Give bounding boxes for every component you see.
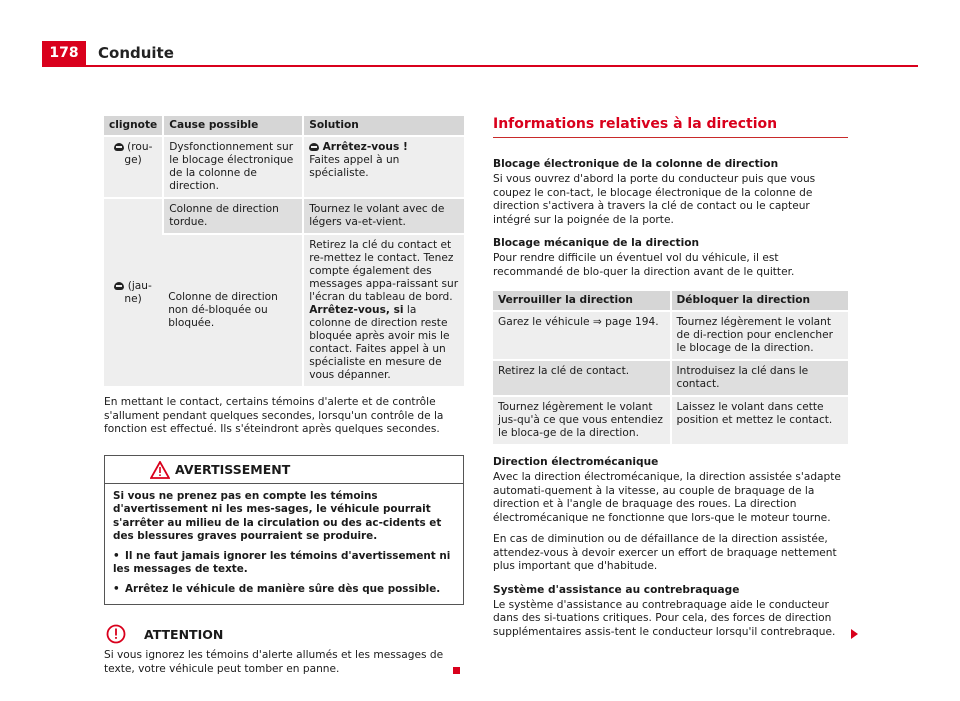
body-paragraph: En cas de diminution ou de défaillance de la direction assistée, attendez-vous à devoir exercer un effort de braquage nettement plus important que d'habitude. <box>493 533 837 572</box>
table-row <box>493 396 848 444</box>
table-header: clignote <box>104 116 163 136</box>
solution-bold: Arrêtez-vous ! <box>322 141 408 153</box>
attention-title: ATTENTION <box>144 626 224 642</box>
body-paragraph: Pour rendre difficile un éventuel vol du véhicule, il est recommandé de blo-quer la direction avant de le quitter. <box>493 252 795 278</box>
steering-warning-icon <box>309 143 319 151</box>
right-column <box>493 116 848 639</box>
table-cell: Introduisez la clé dans le contact. <box>671 360 849 396</box>
table-header: Cause possible <box>163 116 303 136</box>
solution-text: Faites appel à un spécialiste. <box>309 154 400 179</box>
solution-cell: Tournez le volant avec de légers va-et-vient. <box>303 198 464 234</box>
table-cell: Retirez la clé de contact. <box>493 360 671 396</box>
table-cell: Laissez le volant dans cette position et mettez le contact. <box>671 396 849 444</box>
table-row <box>493 360 848 396</box>
warning-title: AVERTISSEMENT <box>175 461 291 477</box>
subheading: Direction électromécanique <box>493 456 659 468</box>
attention-note <box>104 621 464 676</box>
table-row <box>493 311 848 360</box>
body-paragraph: Avec la direction électromécanique, la direction assistée s'adapte automati-quement à la vitesse, au couple de braquage de la direction et à l'angle de braquage des roues. La direction électromécanique ne fonctionne que lors-que le moteur tourne. <box>493 471 841 524</box>
page-number: 178 <box>42 41 86 65</box>
subheading: Système d'assistance au contrebraquage <box>493 583 740 596</box>
warning-bullet: • Arrêtez le véhicule de manière sûre dès que possible. <box>113 582 441 595</box>
warning-lamp-table <box>104 116 464 386</box>
cause-cell: Colonne de direction non dé-bloquée ou bloquée. <box>163 234 303 386</box>
lamp-color: (jau-ne) <box>124 279 152 305</box>
warning-box <box>104 455 464 606</box>
table-row <box>104 198 464 234</box>
continue-arrow-icon <box>851 629 858 639</box>
table-cell: Garez le véhicule ⇒ page 194. <box>493 311 671 360</box>
end-of-section-marker <box>453 667 460 674</box>
subheading: Blocage électronique de la colonne de direction <box>493 158 779 170</box>
attention-text: Si vous ignorez les témoins d'alerte allumés et les messages de texte, votre véhicule peut tomber en panne. <box>104 649 464 676</box>
solution-cell <box>303 234 464 386</box>
left-column <box>104 116 464 676</box>
warning-box-header <box>105 456 463 484</box>
steering-lock-table <box>493 291 848 444</box>
cause-cell: Dysfonctionnement sur le blocage électronique de la colonne de direction. <box>163 136 303 198</box>
table-header: Débloquer la direction <box>671 291 849 311</box>
body-paragraph: En mettant le contact, certains témoins d'alerte et de contrôle s'allument pendant quelques secondes, lorsqu'un contrôle de la fonction est effectué. Ils s'éteindront après quelques secondes. <box>104 396 444 435</box>
steering-warning-icon <box>114 143 124 151</box>
steering-warning-icon <box>114 282 124 290</box>
table-header: Verrouiller la direction <box>493 291 671 311</box>
subheading: Blocage mécanique de la direction <box>493 237 700 249</box>
warning-bullet: • Il ne faut jamais ignorer les témoins d'avertissement ni les messages de texte. <box>113 549 451 575</box>
warning-box-body <box>105 484 463 605</box>
warning-triangle-icon <box>150 461 170 479</box>
header-rule <box>42 65 918 67</box>
solution-cell <box>303 136 464 198</box>
table-row <box>104 136 464 198</box>
attention-header <box>104 621 464 647</box>
solution-bold: Arrêtez-vous, si <box>309 304 404 316</box>
lamp-cell <box>104 198 163 386</box>
table-cell: Tournez légèrement le volant de di-rection pour enclencher le blocage de la direction. <box>671 311 849 360</box>
cause-cell: Colonne de direction tordue. <box>163 198 303 234</box>
table-header: Solution <box>303 116 464 136</box>
lamp-cell <box>104 136 163 198</box>
lamp-color: (rou-ge) <box>124 141 153 166</box>
table-cell: Tournez légèrement le volant jus-qu'à ce que vous entendiez le bloca-ge de la direction. <box>493 396 671 444</box>
attention-icon <box>106 624 126 644</box>
warning-intro: Si vous ne prenez pas en compte les témoins d'avertissement ni les mes-sages, le véhicule pourrait s'arrêter au milieu de la circulation ou des ac-cidents et des blessures graves pourraient se produire. <box>113 489 442 542</box>
body-paragraph: Si vous ouvrez d'abord la porte du conducteur puis que vous coupez le con-tact, le blocage électronique de la colonne de direction s'activera à travers la clé de contact ou le capteur intégré sur la poignée de la porte. <box>493 173 816 226</box>
solution-tail: la colonne de direction reste bloquée après avoir mis le contact. Faites appel à un spécialiste en mesure de vous dépanner. <box>309 304 450 381</box>
solution-text: Retirez la clé du contact et re-mettez le contact. Tenez compte également des messages appa-raissant sur l'écran du tableau de bord. <box>309 239 459 303</box>
body-paragraph: Le système d'assistance au contrebraquage aide le conducteur dans des si-tuations critiques. Pour cela, des forces de direction supplémentaires assis-tent le conducteur lorsqu'il contrebraque. <box>493 599 848 640</box>
page-title: Conduite <box>98 44 174 62</box>
section-title: Informations relatives à la direction <box>493 116 848 138</box>
